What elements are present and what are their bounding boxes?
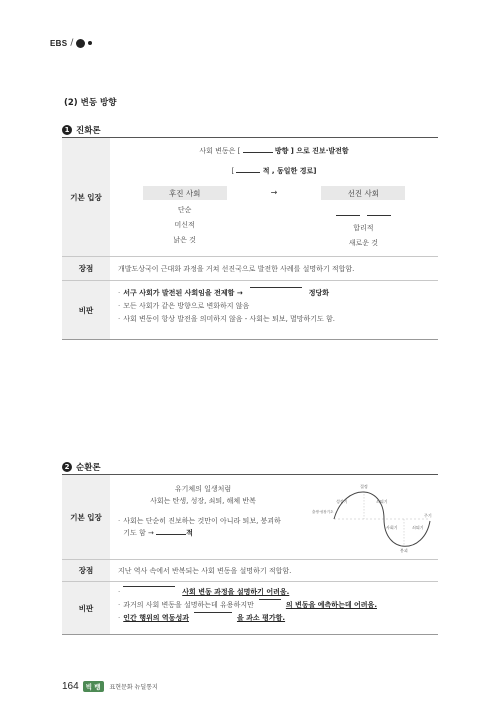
section1-merit-text: 개발도상국이 근대화 과정을 거쳐 선진국으로 발전한 사례를 설명하기 적합함.	[118, 264, 355, 273]
s1-compare	[118, 186, 430, 248]
book-badge: 빅 뱅	[83, 681, 104, 692]
s2-line1: 유기체의 일생처럼	[174, 485, 232, 493]
footer-text: 표현문화 뉴딜통지	[109, 684, 158, 691]
s2-critique2-suffix: 의 변동을 예측하는데 어려움.	[285, 601, 377, 609]
s1-line2-suffix: 적 , 동일한 경로]	[262, 167, 317, 175]
s1-from-item: 미신적	[174, 221, 195, 229]
section1-critique-body	[110, 281, 438, 339]
section1-basic-label: 기본 입장	[62, 138, 110, 256]
section2-critique-body	[110, 582, 438, 634]
s1-line2-blank	[236, 172, 260, 173]
s2-cycle-item	[118, 515, 308, 539]
section2-number-icon: 2	[62, 462, 72, 472]
s2-line3-prefix: 사회는 단순히 진보하는 것만이 아니라 퇴보, 붕괴하	[123, 517, 281, 525]
s1-line2	[118, 166, 430, 176]
section2-merit-label: 장점	[62, 560, 110, 581]
s1-from-head: 후진 사회	[143, 186, 227, 200]
section1-merit-row	[62, 257, 438, 281]
s2-critique-item	[118, 599, 430, 612]
s2-critique3-suffix: 을 과소 평가함.	[236, 614, 286, 622]
cycle-wave-graph	[312, 479, 436, 555]
bullet-icon: ·	[118, 601, 121, 609]
logo-circle-icon	[76, 39, 85, 48]
s2-critique2-blank	[259, 599, 281, 600]
s2-critique1-suffix: 사회 변동 과정을 설명하기 어려움.	[182, 588, 290, 596]
section2-merit-text: 지난 역사 속에서 반복되는 사회 변동을 설명하기 적합함.	[118, 566, 292, 575]
s1-to-col	[321, 186, 405, 248]
section1-critique-row	[62, 281, 438, 339]
s2-critique-item	[118, 612, 430, 625]
s1-from-item: 단순	[177, 206, 192, 214]
s2-cycle-text	[123, 515, 281, 539]
s1-critique1-prefix: 서구 사회가 발전된 사회임을 전제함 →	[123, 289, 243, 297]
section1-table	[62, 137, 438, 340]
section2-merit-row	[62, 560, 438, 582]
s1-from-col	[143, 186, 227, 248]
section2-title-text: 순환론	[76, 463, 101, 473]
s2-critique3-blank	[194, 612, 232, 613]
graph-label-trough: 붕괴	[400, 548, 408, 553]
s1-to-blank	[336, 215, 360, 216]
logo-slash: /	[70, 38, 74, 48]
s1-critique-item	[118, 300, 430, 313]
s1-to-item: 새로운 것	[348, 239, 378, 247]
s1-critique2: 모든 사회가 같은 방향으로 변화하지 않음	[123, 302, 250, 310]
section2-basic-label: 기본 입장	[62, 475, 110, 559]
section2-table	[62, 474, 438, 635]
section2-basic-row	[62, 475, 438, 560]
s2-line3-blank	[156, 534, 186, 535]
s1-to-head: 선진 사회	[321, 186, 405, 200]
s2-critique1-blank	[123, 586, 175, 587]
s1-critique1-suffix: 정당화	[308, 289, 330, 297]
logo-dot-icon	[88, 41, 92, 45]
s2-critique2-prefix: 과거의 사회 변동을 설명하는데 유용하지만	[123, 601, 254, 609]
subheading: (2) 변동 방향	[64, 98, 117, 108]
bullet-icon: ·	[118, 614, 121, 622]
graph-label: 사회기	[386, 525, 398, 530]
section2-critique-label: 비판	[62, 582, 110, 634]
s2-critique3-prefix: 인간 행위의 역동성과	[123, 614, 189, 622]
section1-merit-label: 장점	[62, 257, 110, 280]
right-arrow-icon: →	[270, 188, 278, 197]
s1-critique1-blank	[250, 287, 302, 288]
ebs-logo	[50, 38, 92, 48]
s1-critique-item	[118, 313, 430, 326]
s2-critique-item	[118, 586, 430, 599]
section1-basic-body	[110, 138, 438, 256]
bullet-icon: ·	[118, 289, 121, 297]
s1-line2-prefix: [	[231, 167, 235, 175]
bullet-icon: ·	[118, 517, 121, 525]
page-number: 164	[62, 681, 79, 692]
s1-to-blank	[367, 215, 391, 216]
section1-title	[62, 124, 101, 136]
s1-line1-direction: 방향	[274, 147, 289, 155]
s2-line2: 사회는 탄생, 성장, 쇠퇴, 해체 반복	[150, 497, 256, 505]
s1-line1-blank	[243, 152, 273, 153]
section2-title	[62, 461, 101, 473]
bullet-icon: ·	[118, 302, 121, 310]
graph-label: 쇠퇴기	[412, 525, 424, 530]
s2-organism-text	[118, 483, 288, 507]
section1-basic-row	[62, 138, 438, 257]
s1-to-item: 합리적	[353, 224, 374, 232]
page-footer	[62, 681, 158, 692]
s1-line1-prefix: 사회 변동은 [	[199, 147, 241, 155]
section2-critique-row	[62, 582, 438, 634]
s1-from-item: 낡은 것	[173, 236, 196, 244]
s1-critique3: 사회 변동이 항상 발전을 의미하지 않음 - 사회는 퇴보, 멸망하기도 함.	[123, 315, 336, 323]
section1-title-text: 진화론	[76, 126, 101, 136]
s1-line1	[118, 146, 430, 156]
s1-to-blanks	[336, 210, 391, 218]
s1-critique-item	[118, 287, 430, 300]
section1-critique-label: 비판	[62, 281, 110, 339]
s1-line1-suffix: ] 으로 진보·발전함	[290, 147, 349, 155]
bullet-icon: ·	[118, 588, 121, 596]
graph-label: 성장기	[336, 499, 348, 504]
graph-label: 쇠퇴기	[376, 499, 388, 504]
s2-line3-suffix: 적	[186, 529, 193, 537]
graph-label-peak: 절정	[360, 484, 368, 489]
bullet-icon: ·	[118, 315, 121, 323]
section1-number-icon: 1	[62, 125, 72, 135]
graph-label: 주기	[424, 513, 432, 518]
s2-line3-cont: 기도 함 →	[123, 529, 154, 537]
graph-label: 출생·성장기초	[312, 510, 334, 514]
logo-text: EBS	[50, 38, 68, 48]
